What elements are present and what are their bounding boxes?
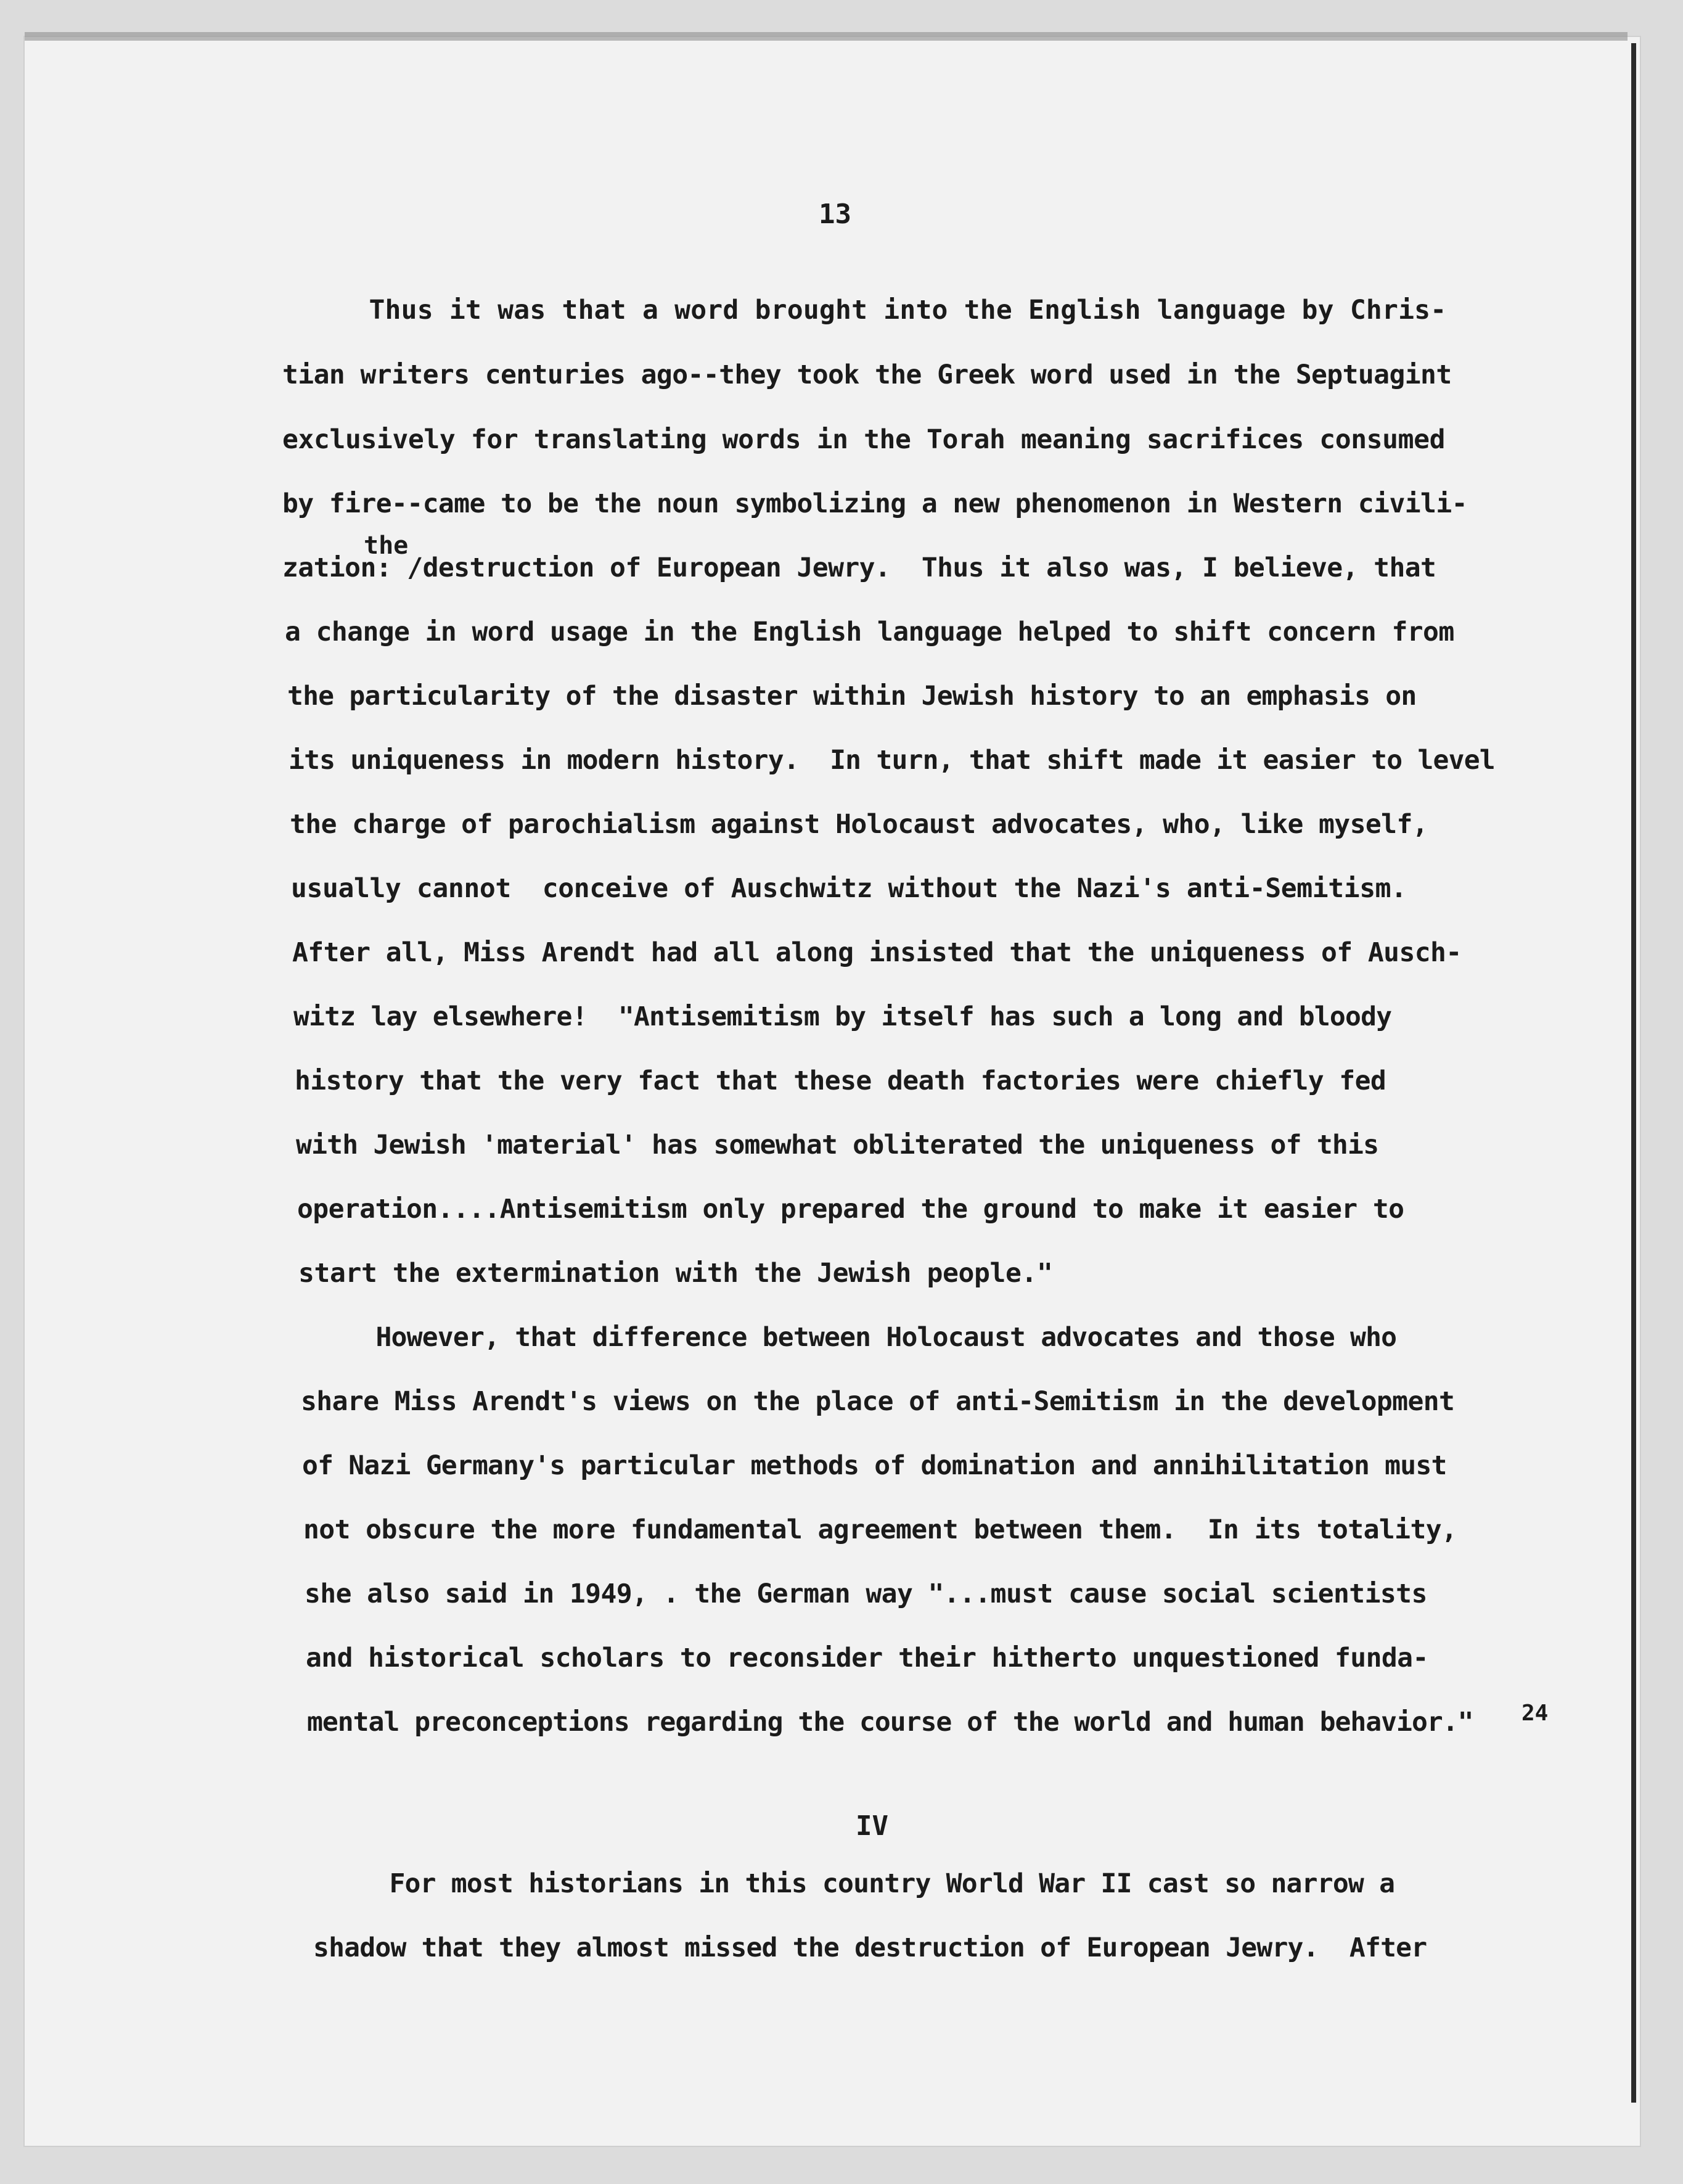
text-line: witz lay elsewhere! "Antisemitism by itself has such a long and bloody	[293, 1001, 1392, 1032]
section-heading: IV	[856, 1810, 888, 1842]
text-line: by fire--came to be the noun symbolizing a new phenomenon in Western civili-	[282, 488, 1467, 519]
text-line: and historical scholars to reconsider their hitherto unquestioned funda-	[306, 1643, 1428, 1673]
text-line: not obscure the more fundamental agreement between them. In its totality,	[303, 1514, 1457, 1545]
text-line: a change in word usage in the English language helped to shift concern from	[285, 617, 1454, 647]
text-line: start the extermination with the Jewish people."	[298, 1258, 1053, 1289]
footnote-marker: 24	[1521, 1701, 1549, 1726]
text-line: its uniqueness in modern history. In turn, that shift made it easier to level	[289, 745, 1495, 776]
text-line: For most historians in this country World War II cast so narrow a	[312, 1868, 1395, 1899]
handwritten-insertion: the	[364, 532, 409, 560]
text-line: zation: /destruction of European Jewry. Thus it also was, I believe, that	[282, 552, 1436, 583]
text-line: she also said in 1949, . the German way "...must cause social scientists	[305, 1578, 1427, 1609]
text-line: usually cannot conceive of Auschwitz without the Nazi's anti-Semitism.	[291, 873, 1407, 904]
text-line: with Jewish 'material' has somewhat obliterated the uniqueness of this	[296, 1130, 1379, 1160]
text-line: mental preconceptions regarding the course of the world and human behavior."	[307, 1707, 1473, 1738]
page-number: 13	[819, 199, 851, 230]
paper-top-edge	[25, 32, 1628, 41]
text-line: history that the very fact that these death factories were chiefly fed	[295, 1065, 1386, 1096]
text-line: tian writers centuries ago--they took the Greek word used in the Septuagint	[282, 359, 1452, 390]
text-line: operation....Antisemitism only prepared the ground to make it easier to	[297, 1194, 1404, 1225]
text-line: of Nazi Germany's particular methods of domination and annihilitation must	[302, 1450, 1447, 1481]
paper-right-edge	[1631, 43, 1636, 2103]
text-line: shadow that they almost missed the destruction of European Jewry. After	[313, 1932, 1427, 1963]
text-line: Thus it was that a word brought into the English language by Chris-	[289, 295, 1447, 326]
text-line: share Miss Arendt's views on the place of anti-Semitism in the development	[301, 1386, 1455, 1417]
text-line: exclusively for translating words in the Torah meaning sacrifices consumed	[282, 424, 1446, 455]
text-line: After all, Miss Arendt had all along insisted that the uniqueness of Ausch-	[292, 937, 1462, 968]
text-line: the charge of parochialism against Holocaust advocates, who, like myself,	[290, 809, 1428, 840]
text-line: the particularity of the disaster within Jewish history to an emphasis on	[287, 681, 1417, 712]
text-line: However, that difference between Holocaust advocates and those who	[298, 1322, 1397, 1353]
